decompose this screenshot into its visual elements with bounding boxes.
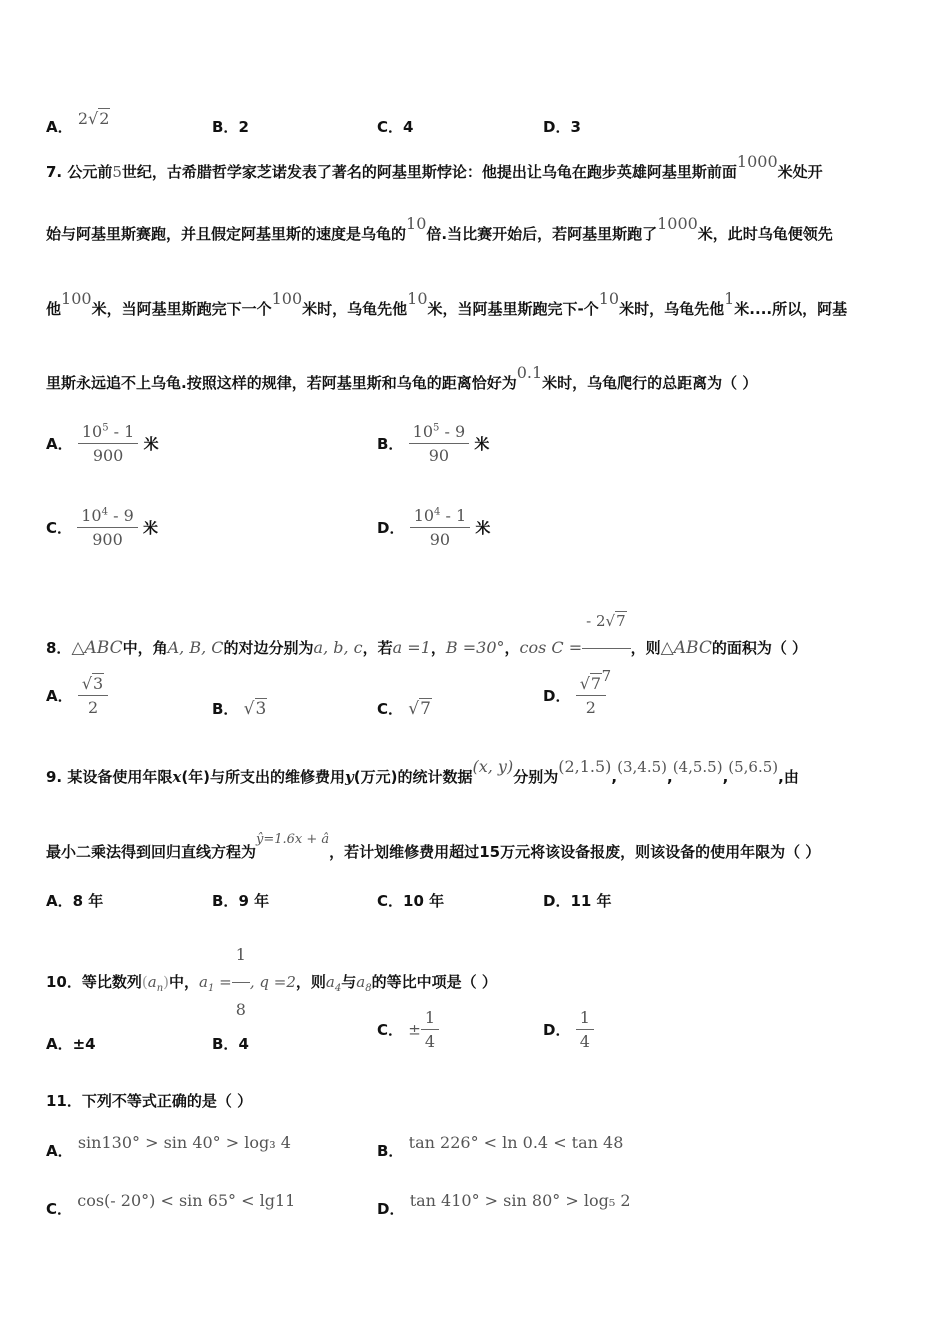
q11-a-expr: sin130° > sin 40° > log₃ 4: [77, 1133, 291, 1152]
q10-d-fraction: $\frac{1}{4}$: [576, 1008, 594, 1051]
q8-option-a[interactable]: A． $\frac{√3}{2}$: [46, 674, 108, 717]
q7-a-fraction: $\frac{10^5 - 1}{900}$: [78, 422, 139, 465]
q7-b-fraction: $\frac{10^5 - 9}{90}$: [409, 422, 470, 465]
q8-stem: 8．△ABC中，角A, B, C的对边分别为a, b, c，若a =1，B =30°，cos C = $\frac{- 2√7}{7}$ ，则△ABC的面积为（ ）: [46, 596, 807, 701]
q7-stem-line-1: 7. 公元前5世纪，古希腊哲学家芝诺发表了著名的阿基里斯悖论：他提出让乌龟在跑步英雄阿基里斯前面1000米处开: [46, 152, 823, 181]
q9-option-d[interactable]: D．11 年: [543, 892, 612, 910]
q11-d-expr: tan 410° > sin 80° > log₅ 2: [409, 1191, 631, 1210]
q10-option-b[interactable]: B．4: [212, 1035, 249, 1053]
q11-stem: 11．下列不等式正确的是（ ）: [46, 1092, 253, 1110]
q6-option-a[interactable]: A． 2√2: [46, 109, 110, 136]
q8-cos-fraction: $\frac{- 2√7}{7}$: [582, 596, 631, 701]
q10-option-d[interactable]: D． $\frac{1}{4}$: [543, 1008, 594, 1051]
q8-option-d[interactable]: D． $\frac{√7}{2}$: [543, 674, 606, 717]
q6-option-c[interactable]: C．4: [377, 118, 414, 136]
q8-a-fraction: $\frac{√3}{2}$: [78, 674, 108, 717]
q11-option-c[interactable]: C． cos(- 20°) < sin 65° < lg11: [46, 1191, 296, 1218]
q10-option-a[interactable]: A．±4: [46, 1035, 96, 1053]
q7-option-c[interactable]: C． $\frac{10^4 - 9}{900}$ 米: [46, 506, 158, 549]
q9-option-a[interactable]: A．8 年: [46, 892, 104, 910]
q7-c-fraction: $\frac{10^4 - 9}{900}$: [77, 506, 138, 549]
q9-stem-line-2: 最小二乘法得到回归直线方程为ŷ=1.6x + â，若计划维修费用超过15万元将该设备报废，则该设备的使用年限为（ ）: [46, 832, 821, 861]
q8-option-b[interactable]: B． √3: [212, 699, 267, 719]
q7-d-fraction: $\frac{10^4 - 1}{90}$: [410, 506, 471, 549]
q11-b-expr: tan 226° < ln 0.4 < tan 48: [408, 1133, 624, 1152]
q8-c-sqrt: √7: [408, 699, 431, 719]
q6-option-d[interactable]: D．3: [543, 118, 581, 136]
q7-stem-line-4: 里斯永远追不上乌龟.按照这样的规律，若阿基里斯和乌龟的距离恰好为0.1米时，乌龟爬行的总距离为（ ）: [46, 363, 758, 392]
q7-option-b[interactable]: B． $\frac{10^5 - 9}{90}$ 米: [377, 422, 490, 465]
q7-stem-line-2: 始与阿基里斯赛跑，并且假定阿基里斯的速度是乌龟的10倍.当比赛开始后，若阿基里斯跑了1000米，此时乌龟便领先: [46, 214, 833, 243]
q8-d-fraction: $\frac{√7}{2}$: [576, 674, 606, 717]
q10-option-c[interactable]: C． ± $\frac{1}{4}$: [377, 1008, 439, 1051]
q10-c-fraction: $\frac{1}{4}$: [421, 1008, 439, 1051]
q10-fraction: $\frac{1}{8}$: [232, 930, 250, 1035]
q11-c-expr: cos(- 20°) < sin 65° < lg11: [77, 1191, 296, 1210]
q11-option-b[interactable]: B． tan 226° < ln 0.4 < tan 48: [377, 1133, 624, 1160]
q9-stem-line-1: 9. 某设备使用年限x(年)与所支出的维修费用y(万元)的统计数据(x, y)分别为(2,1.5),(3,4.5),(4,5.5),(5,6.5),由: [46, 757, 799, 786]
q9-option-b[interactable]: B．9 年: [212, 892, 270, 910]
q11-option-d[interactable]: D． tan 410° > sin 80° > log₅ 2: [377, 1191, 631, 1218]
q7-option-a[interactable]: A． $\frac{10^5 - 1}{900}$ 米: [46, 422, 159, 465]
q8-option-c[interactable]: C． √7: [377, 699, 431, 719]
q10-stem: 10．等比数列$(a_n)$中，$a_1$ = $\frac{1}{8}$ , q =2，则$a_4$与$a_8$的等比中项是（ ）: [46, 930, 497, 1035]
q6-option-b[interactable]: B．2: [212, 118, 249, 136]
q6-a-expr: 2√2: [77, 109, 110, 128]
q7-stem-line-3: 他100米，当阿基里斯跑完下一个100米时，乌龟先他10米，当阿基里斯跑完下-个10米时，乌龟先他1米....所以，阿基: [46, 289, 848, 318]
q7-option-d[interactable]: D． $\frac{10^4 - 1}{90}$ 米: [377, 506, 491, 549]
q9-option-c[interactable]: C．10 年: [377, 892, 445, 910]
q11-option-a[interactable]: A． sin130° > sin 40° > log₃ 4: [46, 1133, 291, 1160]
q8-b-sqrt: √3: [243, 699, 267, 719]
